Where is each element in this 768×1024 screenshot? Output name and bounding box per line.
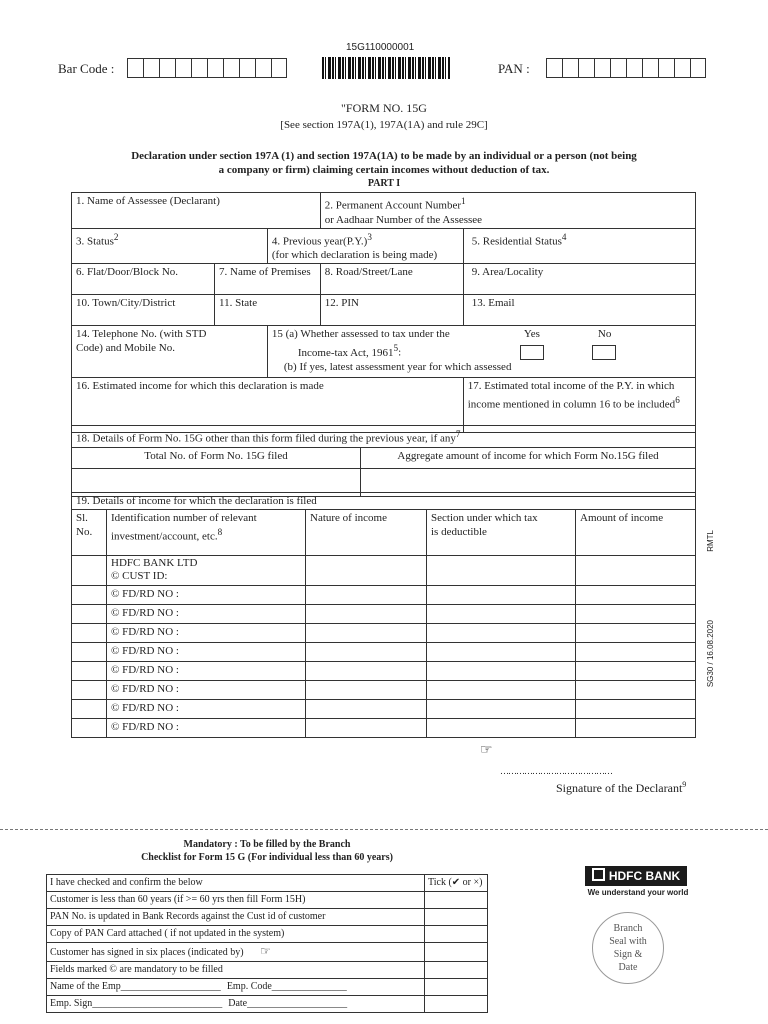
income-details-table — [71, 492, 696, 738]
table-row — [72, 719, 696, 738]
checklist-item: Customer is less than 60 years (if >= 60 yrs then fill Form 15H) — [47, 892, 425, 909]
pointing-hand-icon: ☞ — [260, 944, 271, 958]
col-total-forms: Total No. of Form No. 15G filed — [72, 447, 361, 468]
form-title: "FORM NO. 15G — [341, 101, 427, 115]
table-row — [72, 605, 696, 624]
bank-tagline: We understand your world — [587, 888, 689, 897]
tick-header: Tick (✔ or ×) — [425, 875, 488, 892]
bar-code-boxes[interactable] — [127, 58, 287, 78]
emp-sign-row[interactable]: Emp. Sign__________________________ Date____________________ — [47, 996, 425, 1013]
side-code-bottom: SG30 / 16.08.2020 — [706, 620, 715, 688]
tick-cell[interactable] — [425, 892, 488, 909]
fd-rd-cell[interactable]: © FD/RD NO : — [107, 643, 306, 662]
section-19-title: 19. Details of income for which the declaration is filed — [72, 493, 696, 510]
field-estimated-total-income[interactable]: 17. Estimated total income of the P.Y. in which income mentioned in column 16 to be included$^6$ — [463, 378, 695, 433]
declaration-line2: a company or firm) claiming certain incomes without deduction of tax. — [218, 164, 550, 176]
field-premises[interactable]: 7. Name of Premises — [215, 264, 321, 295]
field-road-street[interactable]: 8. Road/Street/Lane — [320, 264, 463, 295]
previous-15g-table — [71, 425, 696, 497]
field-name-of-assessee[interactable]: 1. Name of Assessee (Declarant) — [72, 193, 321, 229]
field-previous-year[interactable]: 4. Previous $year(P.Y.)^3$ (for which declaration is being made) — [267, 228, 463, 264]
col-amount: Amount of income — [576, 510, 696, 556]
fd-rd-cell[interactable]: © FD/RD NO : — [107, 719, 306, 738]
side-code-top: RMTL — [706, 530, 715, 552]
fd-rd-cell[interactable]: © FD/RD NO : — [107, 700, 306, 719]
emp-details-row[interactable]: Name of the Emp____________________ Emp. Code_______________ — [47, 979, 425, 996]
tick-cell[interactable] — [425, 926, 488, 943]
fd-rd-cell[interactable]: © FD/RD NO : — [107, 681, 306, 700]
pan-label: PAN : — [498, 61, 530, 76]
field-flat-door[interactable]: 6. Flat/Door/Block No. — [72, 264, 215, 295]
fd-rd-cell[interactable]: © FD/RD NO : — [107, 662, 306, 681]
checklist-item: Customer has signed in six places (indicated by) ☞ — [47, 943, 425, 962]
no-label: No — [597, 328, 612, 341]
field-pin[interactable]: 12. PIN — [320, 295, 463, 326]
branch-checklist-table — [46, 874, 488, 1013]
pan-boxes[interactable] — [546, 58, 706, 78]
table-row — [72, 624, 696, 643]
tick-cell[interactable] — [425, 962, 488, 979]
barcode-number: 15G110000001 — [346, 42, 415, 53]
table-row — [72, 586, 696, 605]
col-nature-of-income: Nature of income — [306, 510, 427, 556]
cust-id-cell[interactable]: HDFC BANK LTD © CUST ID: — [107, 556, 306, 586]
bank-square-icon — [592, 868, 605, 881]
tick-cell[interactable] — [425, 943, 488, 962]
checklist-item: PAN No. is updated in Bank Records against the Cust id of customer — [47, 909, 425, 926]
field-state[interactable]: 11. State — [215, 295, 321, 326]
hdfc-bank-logo: HDFC BANK — [585, 866, 687, 886]
signature-line[interactable]: …………………………………… — [500, 766, 612, 776]
table-row — [72, 643, 696, 662]
checklist-title: Checklist for Form 15 G (For individual less than 60 years) — [141, 852, 393, 863]
col-sl-no: Sl. No. — [72, 510, 107, 556]
fd-rd-cell[interactable]: © FD/RD NO : — [107, 605, 306, 624]
checklist-item: Copy of PAN Card attached ( if not updated in the system) — [47, 926, 425, 943]
checklist-item: Fields marked © are mandatory to be filled — [47, 962, 425, 979]
field-estimated-income[interactable]: 16. Estimated income for which this declaration is made — [72, 378, 464, 433]
field-town-city[interactable]: 10. Town/City/District — [72, 295, 215, 326]
field-email[interactable]: 13. Email — [463, 295, 695, 326]
checklist-item: I have checked and confirm the below — [47, 875, 425, 892]
form-subtitle: [See section 197A(1), 197A(1A) and rule 29C] — [280, 119, 488, 131]
no-checkbox[interactable] — [592, 345, 616, 360]
field-pan-aadhaar[interactable]: 2. Permanent Account Number$^1$ or Aadhaar Number of the Assessee — [320, 193, 695, 229]
field-status[interactable]: 3. Status$^2$ — [72, 228, 268, 264]
section-18-title: 18. Details of Form No. 15G other than this form filed during the previous year, if any$^7$ — [72, 426, 696, 448]
field-area-locality[interactable]: 9. Area/Locality — [463, 264, 695, 295]
col-identification: Identification number of relevant investment/account, etc.$^8$ — [107, 510, 306, 556]
col-aggregate-amount: Aggregate amount of income for which Form No.15G filed — [361, 447, 696, 468]
table-row — [72, 556, 696, 586]
branch-seal[interactable]: Branch Seal with Sign & Date — [592, 912, 664, 984]
tick-cell[interactable] — [425, 909, 488, 926]
bar-code-label: Bar Code : — [58, 61, 115, 76]
part-label: PART I — [367, 178, 401, 189]
field-residential-status[interactable]: 5. Residential Status$^4$ — [463, 228, 695, 264]
yes-checkbox[interactable] — [520, 345, 544, 360]
declaration-line1: Declaration under section 197A (1) and section 197A(1A) to be made by an individual or a person (not being — [131, 150, 637, 162]
barcode-image — [322, 57, 450, 79]
yes-label: Yes — [523, 328, 540, 341]
field-telephone[interactable]: 14. Telephone No. (with STD Code) and Mobile No. — [72, 326, 268, 378]
table-row — [72, 700, 696, 719]
signature-label: Signature of the Declarant$^9$ — [556, 780, 687, 795]
fd-rd-cell[interactable]: © FD/RD NO : — [107, 586, 306, 605]
table-row — [72, 681, 696, 700]
mandatory-heading: Mandatory : To be filled by the Branch — [183, 839, 351, 850]
cut-line — [0, 829, 768, 830]
fd-rd-cell[interactable]: © FD/RD NO : — [107, 624, 306, 643]
col-section: Section under which tax is deductible — [427, 510, 576, 556]
pointing-hand-icon: ☞ — [480, 742, 493, 758]
table-row — [72, 662, 696, 681]
declarant-details-table — [71, 192, 696, 433]
field-assessed-to-tax: 15 (a) Whether assessed to tax under the Income-tax Act, 1961$^5$: (b) If yes, latest assessment year for which assessed Yes No — [267, 326, 695, 378]
